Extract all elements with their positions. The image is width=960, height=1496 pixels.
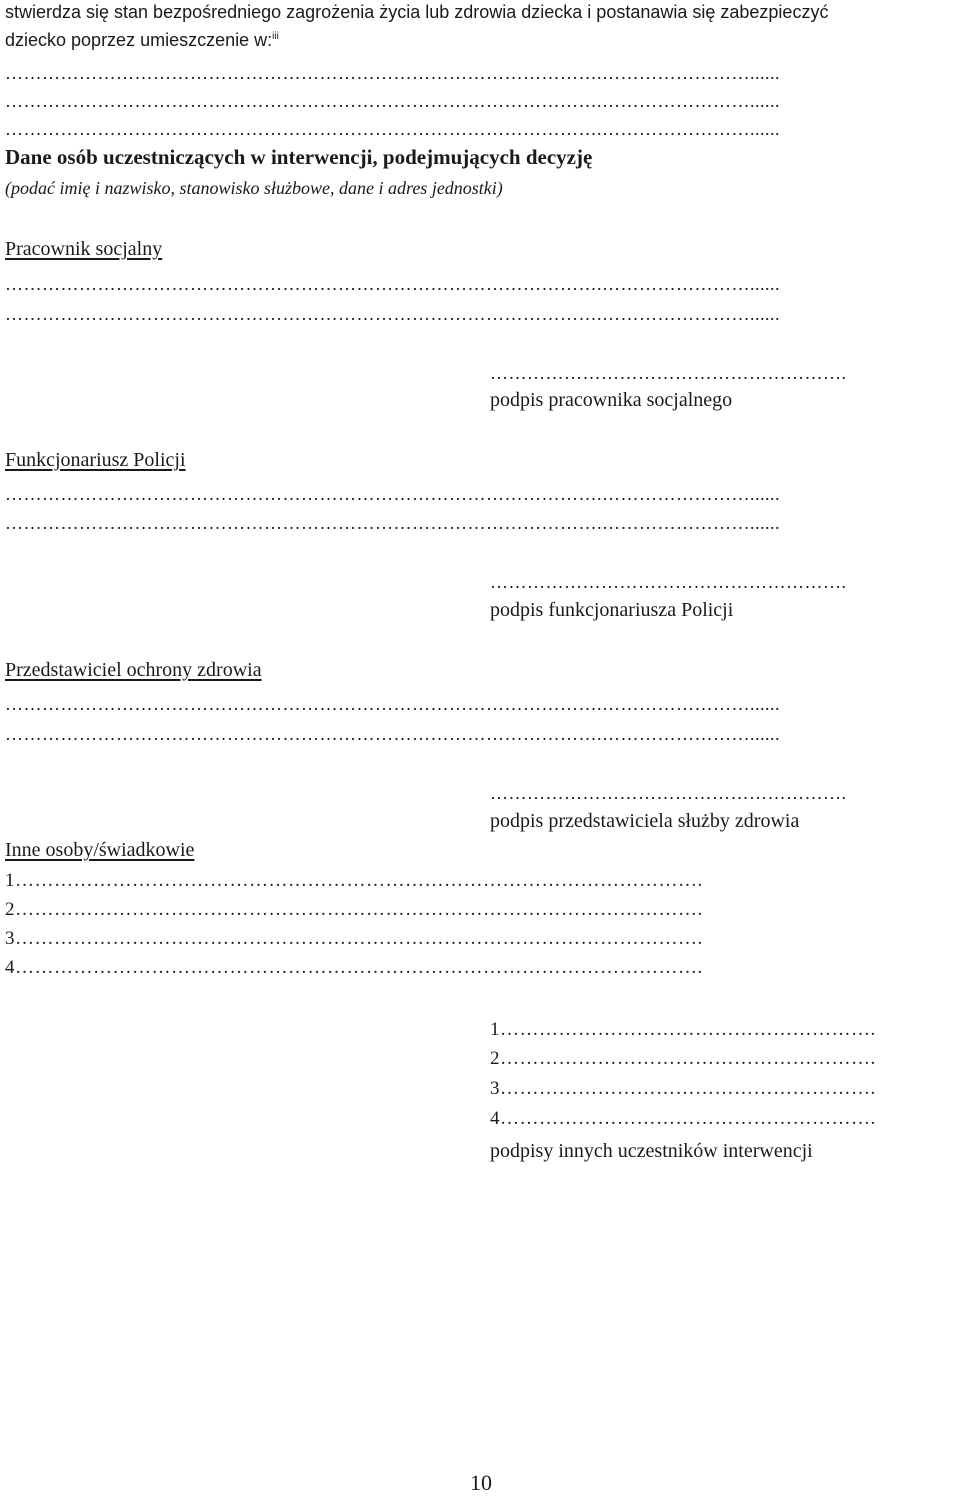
page-number: 10: [470, 1470, 492, 1495]
health-line-2: …………………………………………………………………………………….……………………......: [5, 724, 780, 744]
police-signature-caption: podpis funkcjonariusza Policji: [490, 599, 734, 621]
social-worker-line-2: …………………………………………………………………………………….……………………......: [5, 304, 780, 324]
others-item-3: 3…………………………………………………………………………………………….: [5, 928, 703, 949]
health-line-1: …………………………………………………………………………………….……………………......: [5, 694, 780, 714]
others-item-1: 1…………………………………………………………………………………………….: [5, 870, 703, 891]
others-signature-3: 3………………………………………………….: [490, 1078, 876, 1099]
health-label: Przedstawiciel ochrony zdrowia: [5, 659, 262, 681]
social-worker-label: Pracownik socjalny: [5, 238, 163, 260]
others-item-4: 4…………………………………………………………………………………………….: [5, 957, 703, 978]
footnote-marker: iii: [272, 31, 279, 42]
police-label: Funkcjonariusz Policji: [5, 449, 186, 471]
others-signature-4: 4………………………………………………….: [490, 1108, 876, 1129]
social-worker-signature-caption: podpis pracownika socjalnego: [490, 389, 733, 411]
others-item-2: 2…………………………………………………………………………………………….: [5, 899, 703, 920]
placement-line-1: …………………………………………………………………………………….……………………......: [5, 63, 780, 83]
others-signature-1: 1………………………………………………….: [490, 1019, 876, 1040]
others-signature-caption: podpisy innych uczestników interwencji: [490, 1140, 813, 1162]
police-line-1: …………………………………………………………………………………….……………………......: [5, 484, 780, 504]
intro-line-2: [5, 25, 279, 52]
social-worker-line-1: …………………………………………………………………………………….……………………......: [5, 274, 780, 294]
placement-line-2: …………………………………………………………………………………….……………………......: [5, 91, 780, 111]
police-signature-line: ………………………………………………….: [490, 572, 847, 592]
participants-heading: Dane osób uczestniczących w interwencji, podejmujących decyzję: [5, 145, 593, 169]
participants-subheading: (podać imię i nazwisko, stanowisko służbowe, dane i adres jednostki): [5, 178, 503, 198]
placement-line-3: …………………………………………………………………………………….……………………......: [5, 119, 780, 139]
health-signature-line: ………………………………………………….: [490, 783, 847, 803]
health-signature-caption: podpis przedstawiciela służby zdrowia: [490, 810, 800, 832]
intro-line-2-text: dziecko poprzez umieszczenie w:: [5, 30, 273, 50]
police-line-2: …………………………………………………………………………………….……………………......: [5, 513, 780, 533]
social-worker-signature-line: ………………………………………………….: [490, 363, 847, 383]
intro-line-1: stwierdza się stan bezpośredniego zagrożenia życia lub zdrowia dziecka i postanawia się zabezpieczyć: [5, 2, 829, 22]
others-label: Inne osoby/świadkowie: [5, 839, 195, 861]
others-signature-2: 2………………………………………………….: [490, 1048, 876, 1069]
